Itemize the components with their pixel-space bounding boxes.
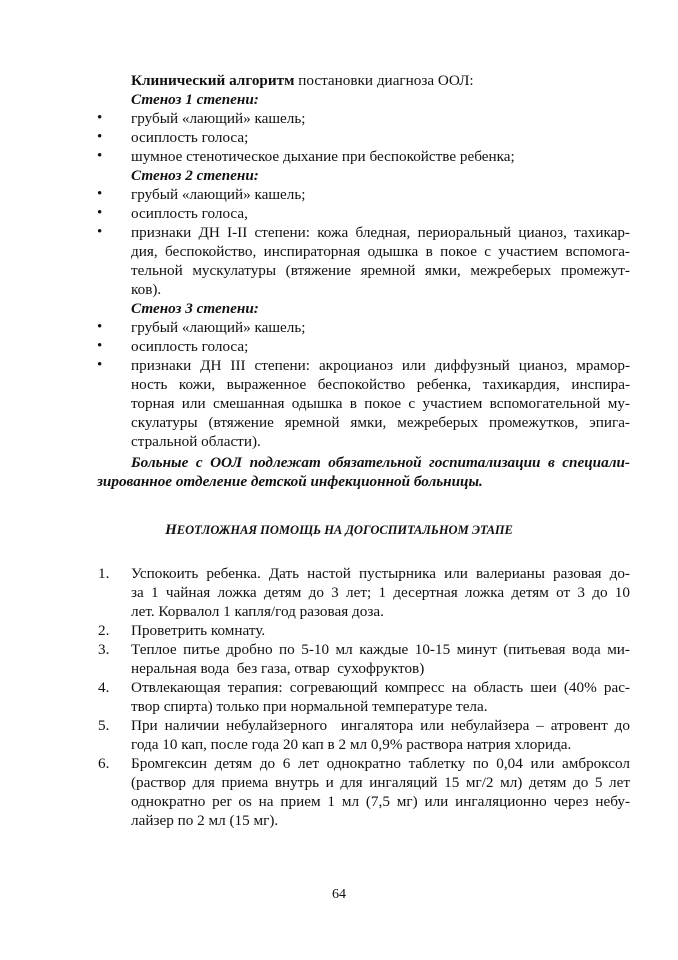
step-line: Теплое питье дробно по 5-10 мл каждые 10-15 минут (питьевая вода ми-	[131, 641, 630, 658]
list-item: грубый «лающий» кашель;	[131, 186, 306, 203]
list-item: осиплость голоса;	[131, 338, 249, 355]
step-line: Бромгексин детям до 6 лет однократно таблетку по 0,04 или амброксол	[131, 755, 630, 772]
algorithm-title-bold: Клинический алгоритм	[131, 72, 295, 89]
bullet-icon: •	[97, 110, 103, 126]
list-item: грубый «лающий» кашель;	[131, 319, 306, 336]
step-line: Проветрить комнату.	[131, 622, 266, 639]
list-item-line: скулатуры (втяжение яремной ямки, межреберых промежутков, эпига-	[131, 414, 630, 431]
list-item: осиплость голоса,	[131, 205, 248, 222]
list-item-line: торная или смешанная одышка в покое с участием вспомогательной му-	[131, 395, 630, 412]
step-number: 2.	[98, 622, 110, 639]
stage-3-label: Стеноз 3 степени:	[131, 300, 259, 317]
step-line: При наличии небулайзерного ингалятора или небулайзера – атровент до	[131, 717, 630, 734]
hospitalization-note-line: Больные с ООЛ подлежат обязательной госпитализации в специали-	[131, 454, 630, 471]
step-number: 4.	[98, 679, 110, 696]
list-item-line: ков).	[131, 281, 162, 298]
bullet-icon: •	[97, 224, 103, 240]
step-number: 5.	[98, 717, 110, 734]
step-line: лет. Корвалол 1 капля/год разовая доза.	[131, 603, 384, 620]
step-line: года 10 кап, после года 20 кап в 2 мл 0,9% раствора натрия хлорида.	[131, 736, 572, 753]
list-item-line: дия, беспокойство, инспираторная одышка в покое с участием вспомога-	[131, 243, 630, 260]
bullet-icon: •	[97, 186, 103, 202]
stage-2-label: Стеноз 2 степени:	[131, 167, 259, 184]
bullet-icon: •	[97, 129, 103, 145]
step-number: 3.	[98, 641, 110, 658]
list-item: осиплость голоса;	[131, 129, 249, 146]
bullet-icon: •	[97, 357, 103, 373]
step-number: 6.	[98, 755, 110, 772]
bullet-icon: •	[97, 338, 103, 354]
step-line: неральная вода без газа, отвар сухофруктов)	[131, 660, 425, 677]
list-item: грубый «лающий» кашель;	[131, 110, 306, 127]
stage-1-label: Стеноз 1 степени:	[131, 91, 259, 108]
section-heading	[0, 522, 678, 539]
algorithm-title-rest: постановки диагноза ООЛ:	[294, 72, 474, 89]
bullet-icon: •	[97, 205, 103, 221]
hospitalization-note-line: зированное отделение детской инфекционной больницы.	[97, 473, 483, 490]
section-heading-rest: ЕОТЛОЖНАЯ ПОМОЩЬ НА ДОГОСПИТАЛЬНОМ ЭТАПЕ	[176, 523, 513, 537]
bullet-icon: •	[97, 319, 103, 335]
bullet-icon: •	[97, 148, 103, 164]
list-item-line: тельной мускулатуры (втяжение яремной ямки, межреберых промежут-	[131, 262, 630, 279]
list-item-line: ность кожи, выраженное беспокойство ребенка, тахикардия, инспира-	[131, 376, 630, 393]
step-line: твор спирта) только при нормальной температуре тела.	[131, 698, 488, 715]
step-line: однократно per os на прием 1 мл (7,5 мг) или ингаляционно через небу-	[131, 793, 630, 810]
list-item-line: стральной области).	[131, 433, 261, 450]
step-line: Успокоить ребенка. Дать настой пустырника или валерианы разовая до-	[131, 565, 630, 582]
step-number: 1.	[98, 565, 110, 582]
step-line: за 1 чайная ложка детям до 3 лет; 1 десертная ложка детям от 3 до 10	[131, 584, 630, 601]
algorithm-title	[131, 71, 474, 90]
list-item-line: признаки ДН III степени: акроцианоз или диффузный цианоз, мрамор-	[131, 357, 630, 374]
section-heading-initial: Н	[165, 522, 177, 538]
list-item: шумное стенотическое дыхание при беспокойстве ребенка;	[131, 148, 515, 165]
page-number: 64	[332, 887, 346, 902]
list-item-line: признаки ДН I-II степени: кожа бледная, периоральный цианоз, тахикар-	[131, 224, 630, 241]
step-line: (раствор для приема внутрь и для ингаляций 15 мг/2 мл) детям до 5 лет	[131, 774, 630, 791]
step-line: Отвлекающая терапия: согревающий компресс на область шеи (40% рас-	[131, 679, 630, 696]
step-line: лайзер по 2 мл (15 мг).	[131, 812, 279, 829]
